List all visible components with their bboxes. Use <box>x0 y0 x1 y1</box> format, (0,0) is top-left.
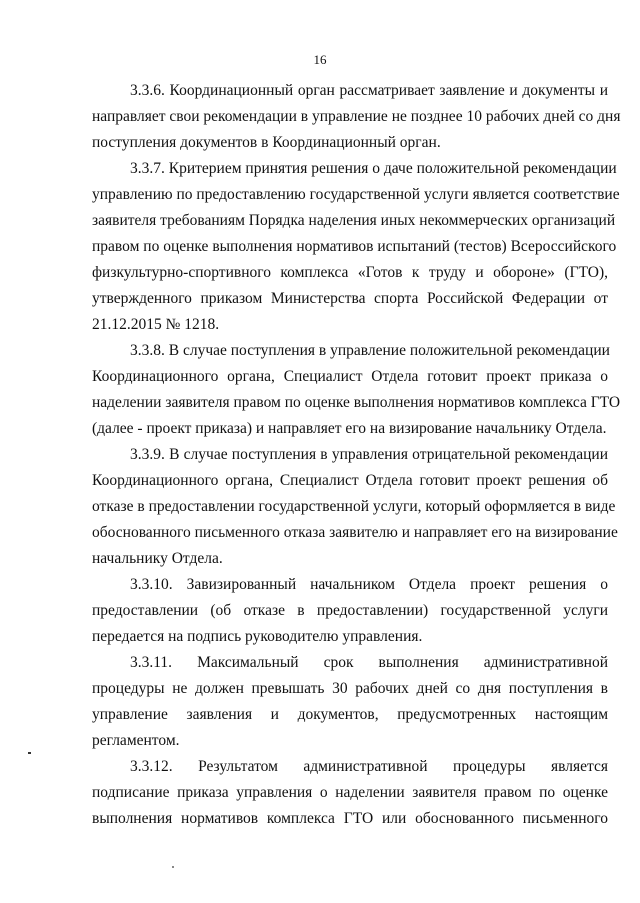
text-line: утвержденного приказом Министерства спорта Российской Федерации от <box>92 290 608 307</box>
text-line: направляет свои рекомендации в управление не позднее 10 рабочих дней со дня <box>92 108 621 125</box>
text-line: физкультурно-спортивного комплекса «Готов к труду и обороне» (ГТО), <box>92 264 608 281</box>
text-line: Координационного органа, Специалист Отдела готовит проект решения об <box>92 472 608 489</box>
text-line: 3.3.9. В случае поступления в управления отрицательной рекомендации <box>130 446 608 463</box>
text-line: 3.3.11. Максимальный срок выполнения административной <box>130 654 608 671</box>
text-line: передается на подпись руководителю управления. <box>92 628 423 645</box>
page-number: 16 <box>313 52 327 67</box>
text-line: управлению по предоставлению государственной услуги является соответствие <box>92 186 620 203</box>
text-line: выполнения нормативов комплекса ГТО или обоснованного письменного <box>92 810 608 827</box>
text-line: отказе в предоставлении государственной услуги, который оформляется в виде <box>92 498 616 515</box>
text-line: Координационного органа, Специалист Отдела готовит проект приказа о <box>92 368 608 385</box>
text-line: регламентом. <box>92 732 180 749</box>
text-line: наделении заявителя правом по оценке выполнения нормативов комплекса ГТО <box>92 394 621 411</box>
text-line: процедуры не должен превышать 30 рабочих дней со дня поступления в <box>92 680 608 697</box>
text-line: 3.3.10. Завизированный начальником Отдела проект решения о <box>130 576 608 593</box>
text-line: 3.3.12. Результатом административной процедуры является <box>130 758 608 775</box>
text-line: 3.3.7. Критерием принятия решения о даче положительной рекомендации <box>130 160 617 177</box>
text-line: предоставлении (об отказе в предоставлении) государственной услуги <box>92 602 608 619</box>
text-line: (далее - проект приказа) и направляет его на визирование начальнику Отдела. <box>92 420 607 437</box>
text-line: поступления документов в Координационный орган. <box>92 134 441 151</box>
text-line: заявителя требованиям Порядка наделения иных некоммерческих организаций <box>92 212 616 229</box>
text-line: 21.12.2015 № 1218. <box>92 316 220 333</box>
text-line: подписание приказа управления о наделении заявителя правом по оценке <box>92 784 608 801</box>
text-line: обоснованного письменного отказа заявителю и направляет его на визирование <box>92 524 618 541</box>
text-line: 3.3.8. В случае поступления в управление положительной рекомендации <box>130 342 610 359</box>
text-line: управление заявления и документов, предусмотренных настоящим <box>92 706 608 723</box>
text-line: правом по оценке выполнения нормативов испытаний (тестов) Всероссийского <box>92 238 617 255</box>
text-line: 3.3.6. Координационный орган рассматривает заявление и документы и <box>130 82 608 99</box>
scan-speck <box>28 752 31 754</box>
scan-speck <box>172 866 174 868</box>
text-line: начальнику Отдела. <box>92 550 223 567</box>
